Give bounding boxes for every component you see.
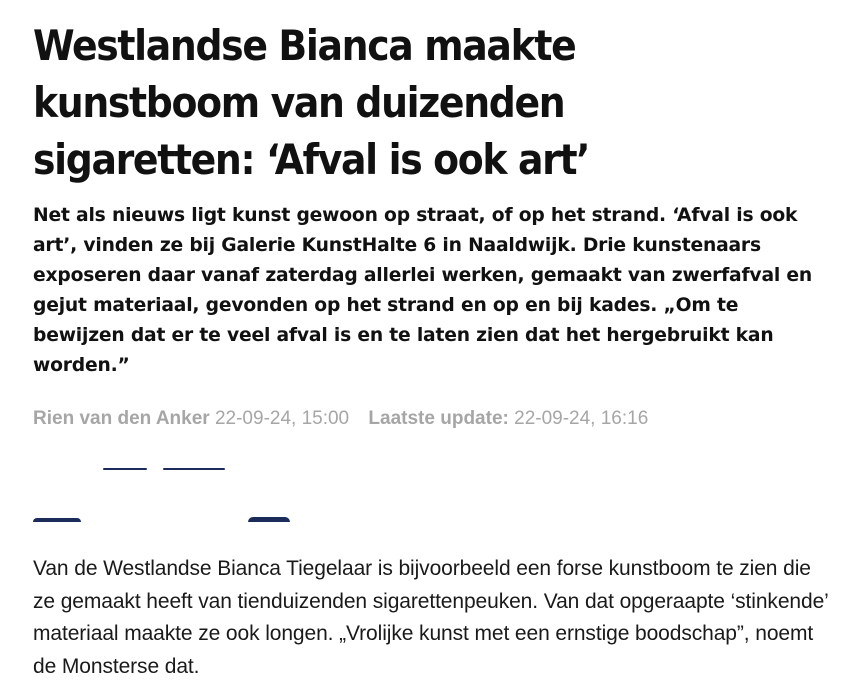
byline-updated: 22-09-24, 16:16: [514, 408, 649, 429]
article-headline: Westlandse Bianca maakte kunstboom van duizenden sigaretten: ‘Afval is ook art’: [33, 21, 590, 184]
media-stroke-1: [103, 468, 147, 470]
article-body-paragraph: Van de Westlandse Bianca Tiegelaar is bijvoorbeeld een forse kunstboom te zien die ze gemaakt heeft van tienduizenden sigarettenpeuken. Van dat opgeraapte ‘stinkende’ materiaal maakte ze ook longen. „Vrolijke kunst met een ernstige boodschap”, noemt de Monsterse dat.: [33, 557, 828, 678]
media-stroke-3: [33, 518, 81, 522]
media-stroke-2: [163, 468, 225, 470]
byline-author[interactable]: Rien van den Anker: [33, 408, 210, 429]
media-stroke-4: [248, 517, 290, 522]
byline: [33, 405, 833, 433]
byline-update-label: Laatste update:: [368, 408, 509, 429]
article-lead: Net als nieuws ligt kunst gewoon op straat, of op het strand. ‘Afval is ook art’, vinden ze bij Galerie KunstHalte 6 in Naaldwijk. Drie kunstenaars exposeren daar vanaf zaterdag allerlei werken, gemaakt van zwerfafval en gejut materiaal, gevonden op het strand en op en bij kades. „Om te bewijzen dat er te veel afval is en te laten zien dat het hergebruikt kan worden.”: [33, 204, 813, 376]
article-media-fragment: [33, 462, 833, 524]
byline-published: 22-09-24, 15:00: [214, 408, 350, 429]
